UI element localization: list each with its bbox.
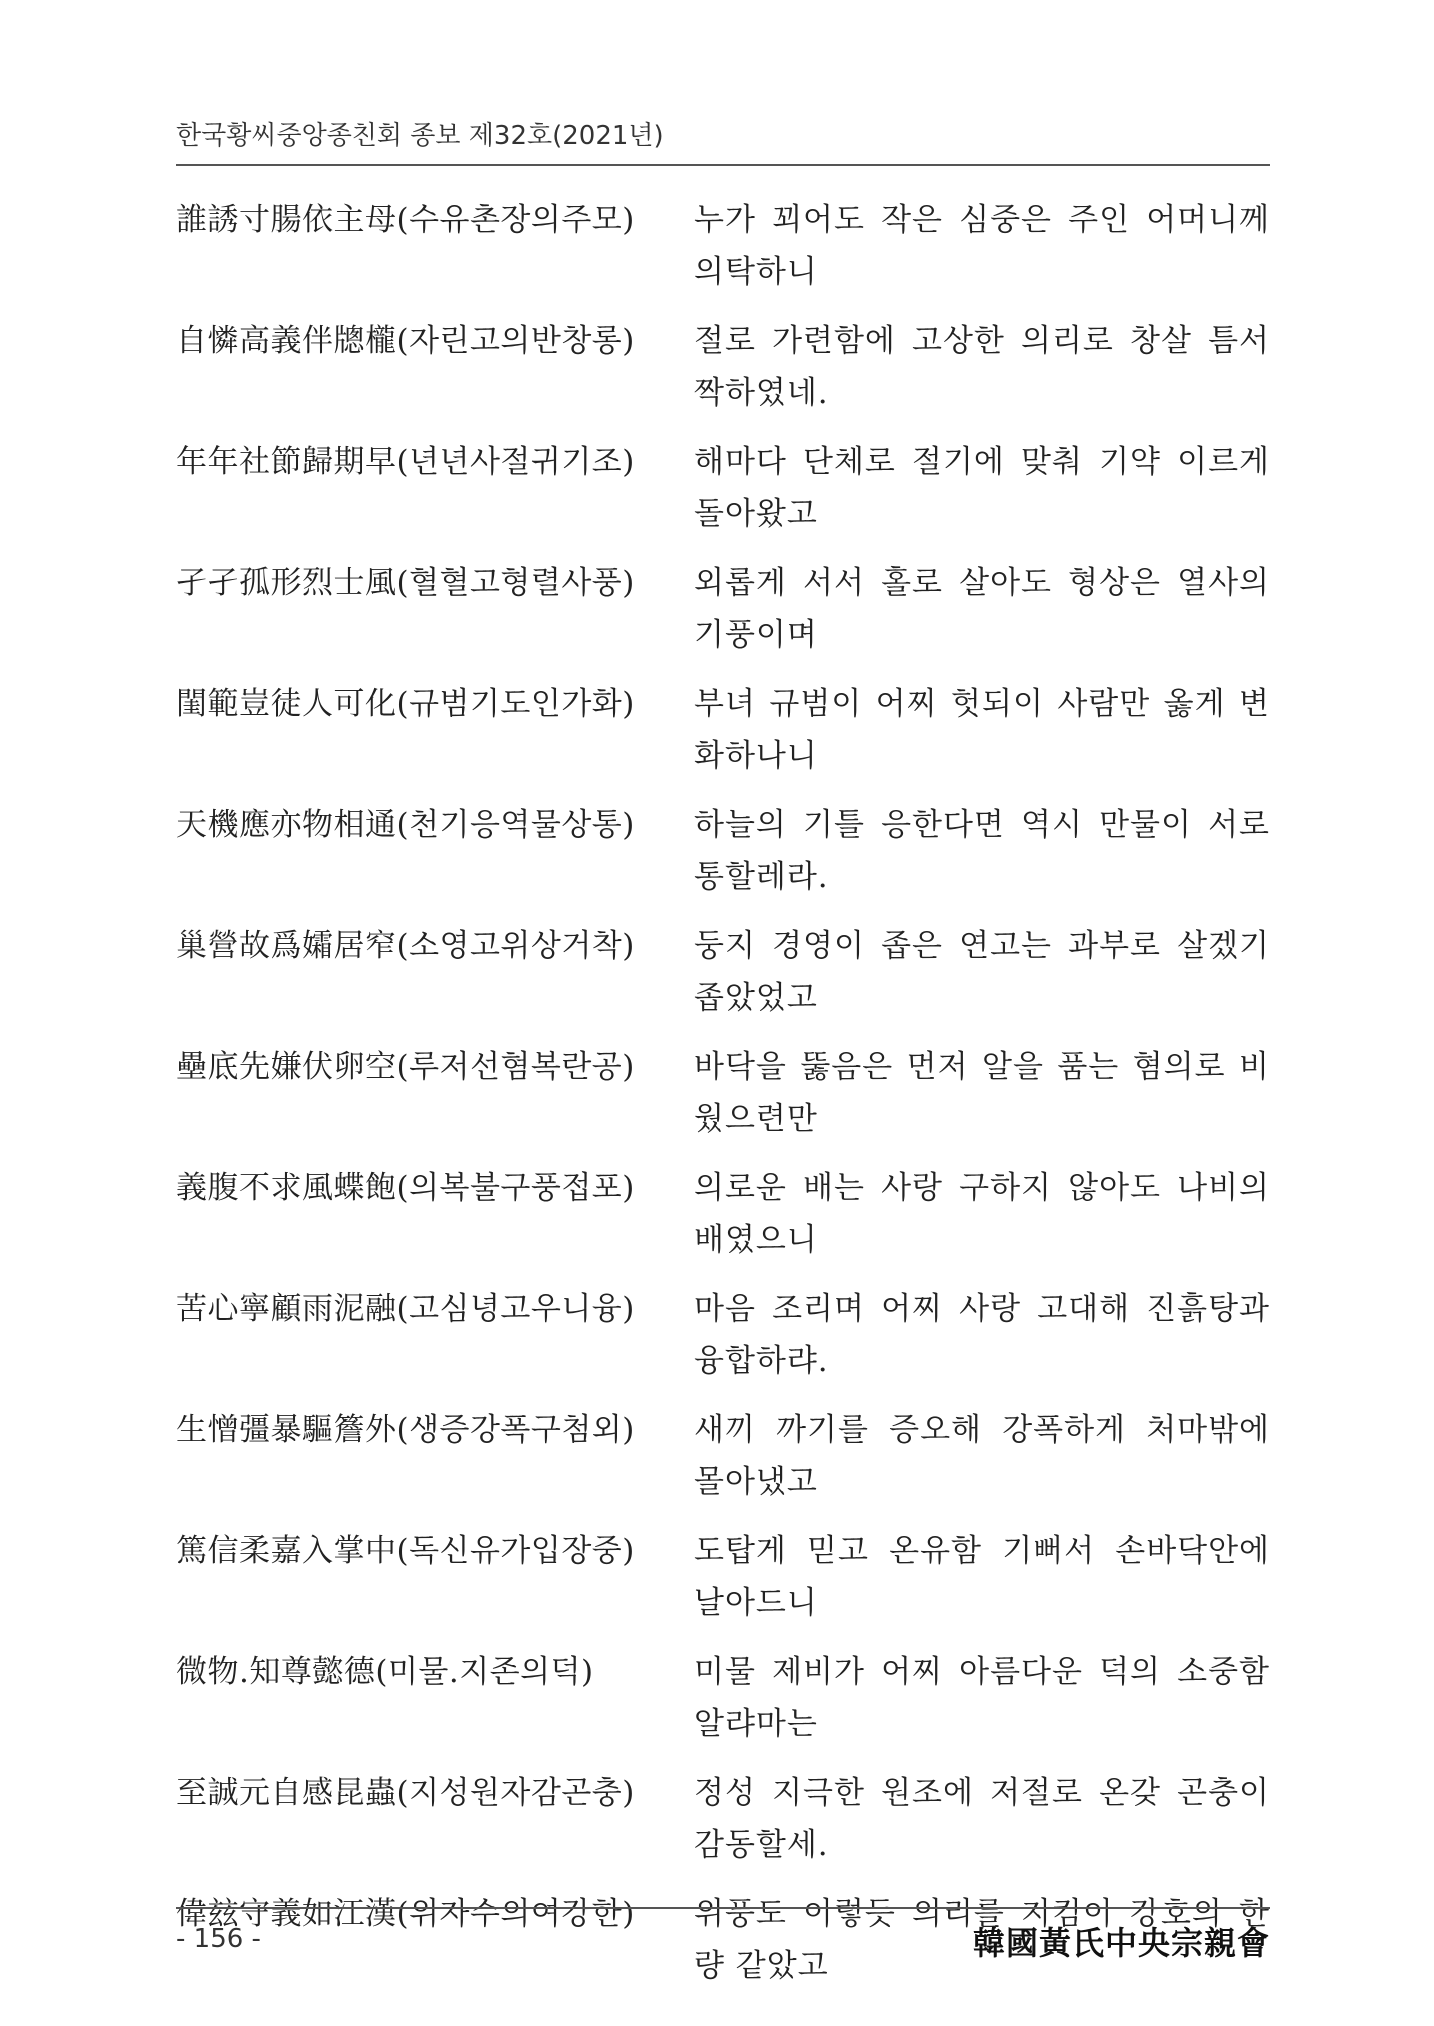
verse-row xyxy=(176,678,1270,782)
verse-hanja: 孑孑孤形烈士風(혈혈고형렬사풍) xyxy=(176,565,635,601)
verse-row xyxy=(176,1646,1270,1750)
verse-hanja: 壘底先嫌伏卵空(루저선혐복란공) xyxy=(176,1049,635,1085)
verse-hanja: 生憎彊暴驅簷外(생증강폭구첨외) xyxy=(176,1412,635,1448)
verse-translation: 바닥을 뚫음은 먼저 알을 품는 혐의로 비웠으련만 xyxy=(694,1049,1270,1137)
verse-row xyxy=(176,1404,1270,1508)
verse-row xyxy=(176,436,1270,540)
verse-translation: 미물 제비가 어찌 아름다운 덕의 소중함 알랴마는 xyxy=(694,1654,1270,1742)
publication-title: 한국황씨중앙종친회 종보 제32호(2021년) xyxy=(176,121,664,151)
verse-row xyxy=(176,194,1270,298)
verse-translation: 부녀 규범이 어찌 헛되이 사람만 옳게 변화하나니 xyxy=(694,686,1270,774)
verse-hanja: 年年社節歸期早(년년사절귀기조) xyxy=(176,444,635,480)
verse-hanja: 義腹不求風蝶飽(의복불구풍접포) xyxy=(176,1170,635,1206)
verse-row xyxy=(176,1162,1270,1266)
verse-row xyxy=(176,920,1270,1024)
verse-translation: 정성 지극한 원조에 저절로 온갖 곤충이 감동할세. xyxy=(694,1775,1270,1863)
page-header xyxy=(176,108,1270,166)
poem-verses xyxy=(176,194,1270,2009)
verse-row xyxy=(176,1283,1270,1387)
verse-row xyxy=(176,799,1270,903)
verse-hanja: 誰誘寸腸依主母(수유촌장의주모) xyxy=(176,202,635,238)
verse-row xyxy=(176,1525,1270,1629)
verse-translation: 누가 꾀어도 작은 심중은 주인 어머니께 의탁하니 xyxy=(694,202,1270,290)
verse-translation: 둥지 경영이 좁은 연고는 과부로 살겠기 좁았었고 xyxy=(694,928,1270,1016)
verse-translation: 절로 가련함에 고상한 의리로 창살 틈서 짝하였네. xyxy=(694,323,1270,411)
verse-row xyxy=(176,557,1270,661)
verse-translation: 위풍도 이렇듯 의리를 지킴이 강호의 한량 같았고 xyxy=(694,1896,1270,1984)
verse-row xyxy=(176,1041,1270,1145)
verse-translation: 하늘의 기틀 응한다면 역시 만물이 서로 통할레라. xyxy=(694,807,1270,895)
verse-hanja: 自憐高義伴牕櫳(자린고의반창롱) xyxy=(176,323,635,359)
verse-hanja: 微物.知尊懿德(미물.지존의덕) xyxy=(176,1654,594,1690)
footer-divider xyxy=(176,1907,1270,1909)
society-logo: 韓國黃氏中央宗親會 xyxy=(972,1924,1270,1962)
verse-hanja: 天機應亦物相通(천기응역물상통) xyxy=(176,807,635,843)
verse-row xyxy=(176,1767,1270,1871)
verse-hanja: 篤信柔嘉入掌中(독신유가입장중) xyxy=(176,1533,635,1569)
verse-hanja: 苦心寧顧雨泥融(고심녕고우니융) xyxy=(176,1291,635,1327)
verse-translation: 마음 조리며 어찌 사랑 고대해 진흙탕과 융합하랴. xyxy=(694,1291,1270,1379)
verse-row xyxy=(176,315,1270,419)
page-number: - 156 - xyxy=(176,1924,261,1954)
verse-translation: 외롭게 서서 홀로 살아도 형상은 열사의 기풍이며 xyxy=(694,565,1270,653)
verse-hanja: 巢營故爲孀居窄(소영고위상거착) xyxy=(176,928,635,964)
verse-translation: 도탑게 믿고 온유함 기뻐서 손바닥안에 날아드니 xyxy=(694,1533,1270,1621)
verse-translation: 새끼 까기를 증오해 강폭하게 처마밖에 몰아냈고 xyxy=(694,1412,1270,1500)
verse-hanja: 閨範豈徒人可化(규범기도인가화) xyxy=(176,686,635,722)
verse-hanja: 至誠元自感昆蟲(지성원자감곤충) xyxy=(176,1775,635,1811)
verse-hanja: 偉玆守義如江漢(위자수의여강한) xyxy=(176,1896,635,1932)
verse-translation: 의로운 배는 사랑 구하지 않아도 나비의 배였으니 xyxy=(694,1170,1270,1258)
verse-translation: 해마다 단체로 절기에 맞춰 기약 이르게 돌아왔고 xyxy=(694,444,1270,532)
